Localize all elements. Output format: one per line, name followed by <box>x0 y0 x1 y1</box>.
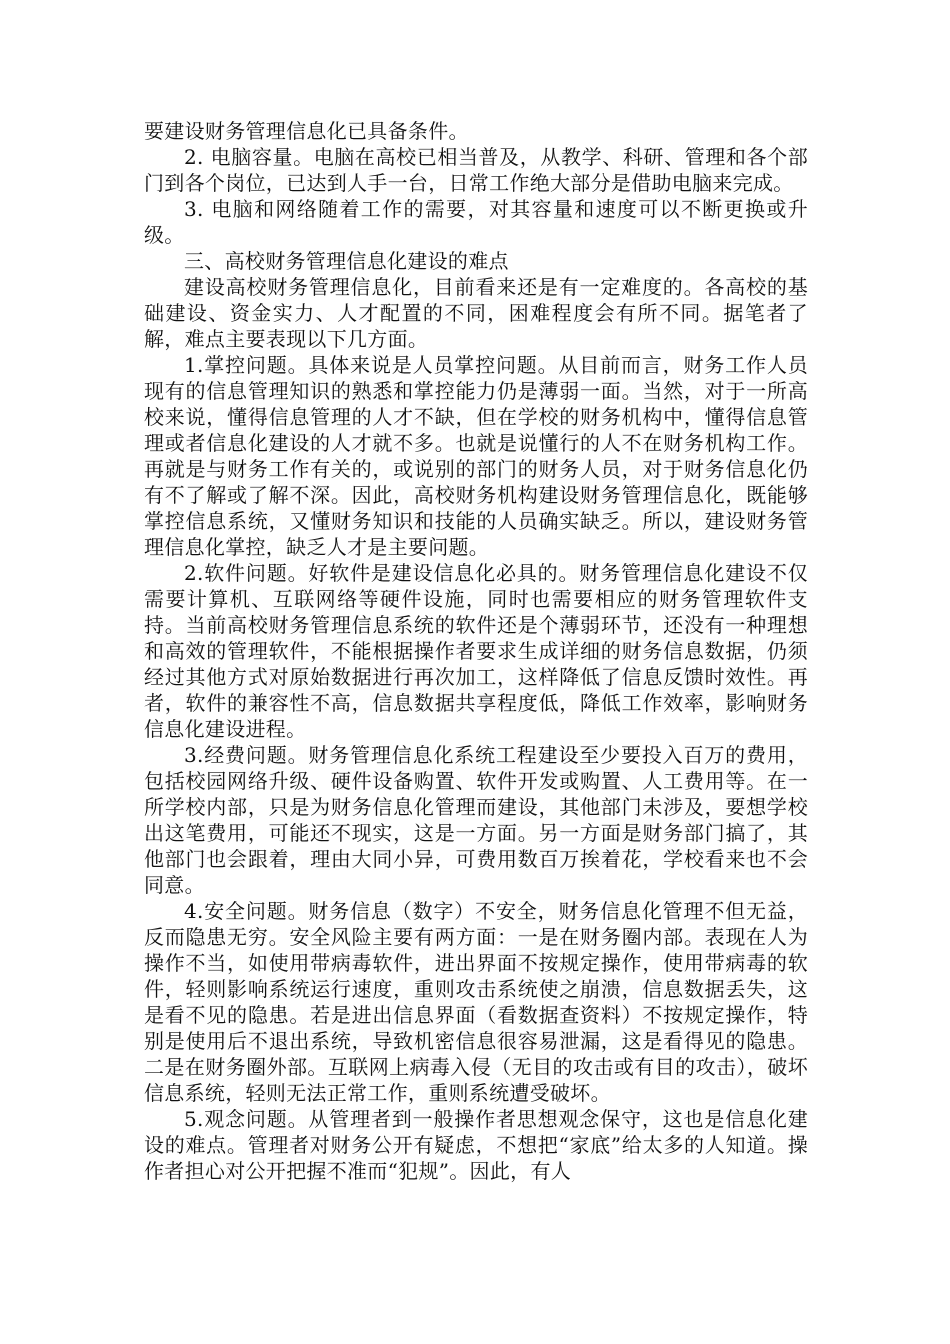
paragraph-concept-issue: 5.观念问题。从管理者到一般操作者思想观念保守，这也是信息化建设的难点。管理者对财务公开有疑虑，不想把“家底”给太多的人知道。操作者担心对公开把握不准而“犯规”。因此，有人 <box>144 1107 808 1183</box>
section-heading-difficulties: 三、高校财务管理信息化建设的难点 <box>184 249 509 273</box>
paragraph-software-issue: 2.软件问题。好软件是建设信息化必具的。财务管理信息化建设不仅需要计算机、互联网络等硬件设施，同时也需要相应的财务管理软件支持。当前高校财务管理信息系统的软件还是个薄弱环节，还没有一种理想和高效的管理软件，不能根据操作者要求生成详细的财务信息数据，仍须经过其他方式对原始数据进行再次加工，这样降低了信息反馈时效性。再者，软件的兼容性不高，信息数据共享程度低，降低工作效率，影响财务信息化建设进程。 <box>144 561 808 741</box>
paragraph-security-issue: 4.安全问题。财务信息（数字）不安全，财务信息化管理不但无益，反而隐患无穷。安全风险主要有两方面：一是在财务圈内部。表现在人为操作不当，如使用带病毒软件，进出界面不按规定操作，使用带病毒的软件，轻则影响系统运行速度，重则攻击系统使之崩溃，信息数据丢失，这是看不见的隐患。若是进出信息界面（看数据查资料）不按规定操作，特别是使用后不退出系统，导致机密信息很容易泄漏，这是看得见的隐患。二是在财务圈外部。互联网上病毒入侵（无目的攻击或有目的攻击），破坏信息系统，轻则无法正常工作，重则系统遭受破坏。 <box>144 899 808 1105</box>
paragraph-funding-issue: 3.经费问题。财务管理信息化系统工程建设至少要投入百万的费用，包括校园网络升级、硬件设备购置、软件开发或购置、人工费用等。在一所学校内部，只是为财务信息化管理而建设，其他部门未涉及，要想学校出这笔费用，可能还不现实，这是一方面。另一方面是财务部门搞了，其他部门也会跟着，理由大同小异，可费用数百万挨着花，学校看来也不会同意。 <box>144 743 808 897</box>
paragraph-continuation: 要建设财务管理信息化已具备条件。 <box>144 119 469 143</box>
paragraph-control-issue: 1.掌控问题。具体来说是人员掌控问题。从目前而言，财务工作人员现有的信息管理知识的熟悉和掌控能力仍是薄弱一面。当然，对于一所高校来说，懂得信息管理的人才不缺，但在学校的财务机构中，懂得信息管理或者信息化建设的人才就不多。也就是说懂行的人不在财务机构工作。再就是与财务工作有关的，或说别的部门的财务人员，对于财务信息化仍有不了解或了解不深。因此，高校财务机构建设财务管理信息化，既能够掌控信息系统，又懂财务知识和技能的人员确实缺乏。所以，建设财务管理信息化掌控，缺乏人才是主要问题。 <box>144 353 808 559</box>
paragraph-computer-network: 3. 电脑和网络随着工作的需要，对其容量和速度可以不断更换或升级。 <box>144 197 808 247</box>
paragraph-difficulties-intro: 建设高校财务管理信息化，目前看来还是有一定难度的。各高校的基础建设、资金实力、人才配置的不同，困难程度会有所不同。据笔者了解，难点主要表现以下几方面。 <box>144 275 808 351</box>
paragraph-computer-capacity: 2. 电脑容量。电脑在高校已相当普及，从教学、科研、管理和各个部门到各个岗位，已达到人手一台，日常工作绝大部分是借助电脑来完成。 <box>144 145 808 195</box>
document-page <box>144 118 808 1184</box>
